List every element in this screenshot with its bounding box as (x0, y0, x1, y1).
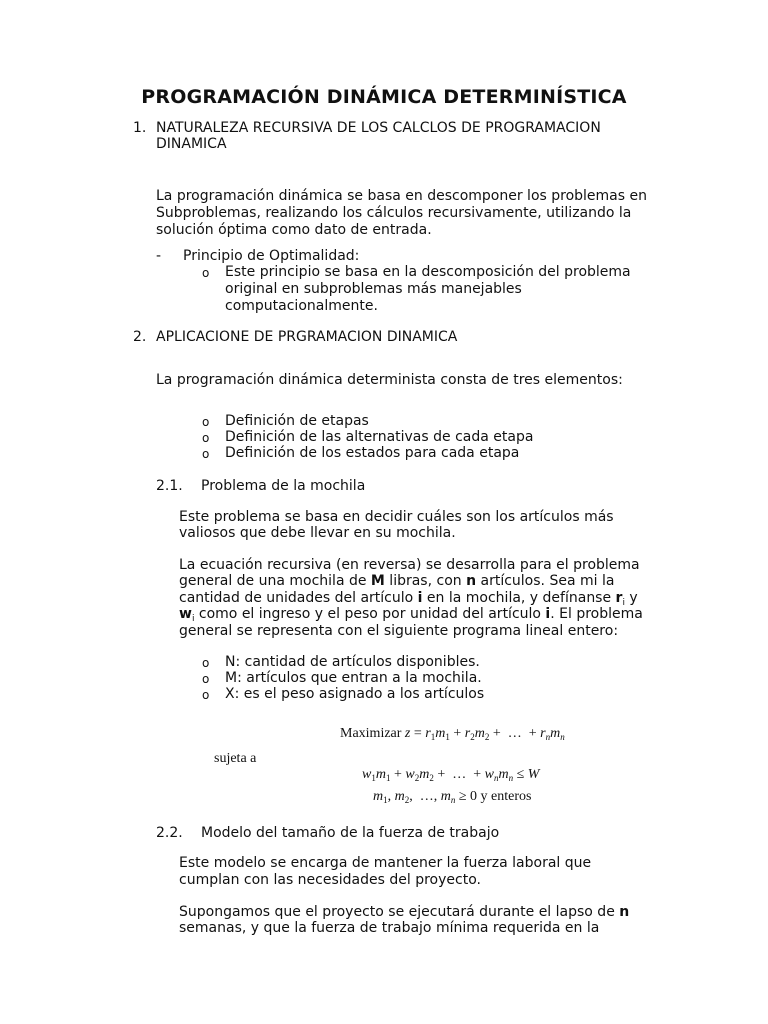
formula-integrality: $m_1$, $m_2$, …, $m_n \ge 0$ y enteros (373, 789, 532, 805)
section-2-intro: La programación dinámica determinista consta de tres elementos: (156, 372, 623, 388)
section-2-2-heading: Modelo del tamaño de la fuerza de trabajo (201, 825, 500, 841)
recursion-paragraph-line: La ecuación recursiva (en reversa) se desarrolla para el problema (179, 557, 640, 573)
circle-bullet: o (202, 672, 210, 686)
mochila-paragraph-line: Este problema se basa en decidir cuáles son los artículos más (179, 509, 614, 525)
definition-item: M: artículos que entran a la mochila. (225, 670, 482, 686)
section-1-number: 1. (133, 120, 147, 136)
workforce-paragraph-line: Supongamos que el proyecto se ejecutará durante el lapso de n (179, 904, 630, 920)
formula-constraint: $w_1m_1 + w_2m_2$ + … + $w_nm_n \le W$ (362, 767, 540, 783)
formula-objective: Maximizar $z = r_1m_1 + r_2m_2$ + … + $r_nm_n$ (340, 726, 565, 742)
circle-bullet: o (202, 266, 210, 280)
section-2-2-number: 2.2. (156, 825, 183, 841)
dash-bullet: - (156, 248, 162, 264)
definition-item: X: es el peso asignado a los artículos (225, 686, 485, 702)
recursion-paragraph-line: general de una mochila de M libras, con n artículos. Sea mi la (179, 573, 615, 589)
definition-item: N: cantidad de artículos disponibles. (225, 654, 480, 670)
recursion-paragraph-line: cantidad de unidades del artículo i en la mochila, y defínanse $r_i$ y (179, 590, 638, 608)
element-item: Definición de las alternativas de cada etapa (225, 429, 534, 445)
section-2-1-heading: Problema de la mochila (201, 478, 366, 494)
circle-bullet: o (202, 415, 210, 429)
section-1-paragraph-line: La programación dinámica se basa en descomponer los problemas en (156, 188, 647, 204)
principle-text-line: original en subproblemas más manejables (225, 281, 522, 297)
recursion-paragraph-line: general se representa con el siguiente programa lineal entero: (179, 623, 619, 639)
section-1-heading-line-2: DINAMICA (156, 136, 227, 152)
section-1-paragraph-line: Subproblemas, realizando los cálculos recursivamente, utilizando la (156, 205, 632, 221)
element-item: Definición de etapas (225, 413, 369, 429)
section-2-heading: APLICACIONE DE PRGRAMACION DINAMICA (156, 329, 458, 345)
section-1-paragraph-line: solución óptima como dato de entrada. (156, 222, 432, 238)
workforce-paragraph-line: semanas, y que la fuerza de trabajo mínima requerida en la (179, 920, 600, 936)
principle-text-line: computacionalmente. (225, 298, 378, 314)
circle-bullet: o (202, 656, 210, 670)
page-title: PROGRAMACIÓN DINÁMICA DETERMINÍSTICA (141, 86, 627, 108)
circle-bullet: o (202, 688, 210, 702)
circle-bullet: o (202, 447, 210, 461)
circle-bullet: o (202, 431, 210, 445)
section-1-heading-line-1: NATURALEZA RECURSIVA DE LOS CALCLOS DE PROGRAMACION (156, 120, 601, 136)
formula-subject-to: sujeta a (214, 751, 257, 766)
workforce-paragraph-line: Este modelo se encarga de mantener la fuerza laboral que (179, 855, 592, 871)
mochila-paragraph-line: valiosos que debe llevar en su mochila. (179, 525, 456, 541)
principle-text-line: Este principio se basa en la descomposición del problema (225, 264, 631, 280)
principle-label: Principio de Optimalidad: (183, 248, 360, 264)
element-item: Definición de los estados para cada etapa (225, 445, 520, 461)
section-2-1-number: 2.1. (156, 478, 183, 494)
workforce-paragraph-line: cumplan con las necesidades del proyecto. (179, 872, 481, 888)
recursion-paragraph-line: $w_i$ como el ingreso y el peso por unidad del artículo i. El problema (179, 606, 643, 624)
section-2-number: 2. (133, 329, 147, 345)
